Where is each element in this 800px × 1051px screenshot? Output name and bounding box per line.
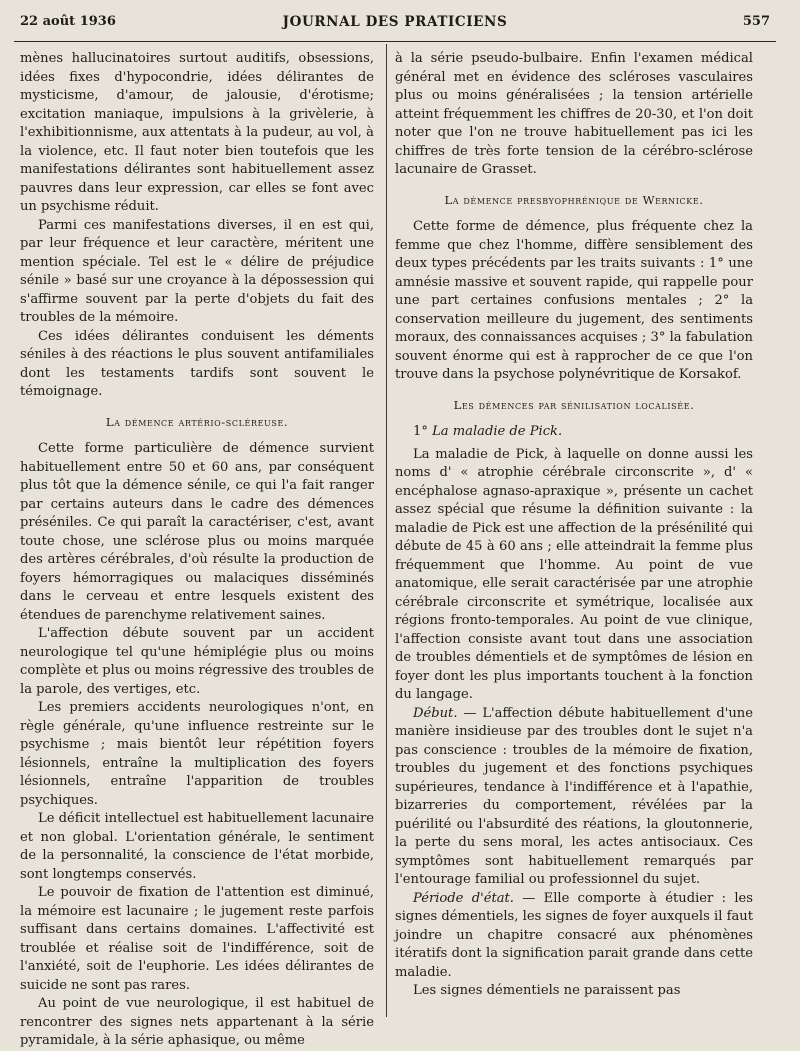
paragraph: Le pouvoir de fixation de l'attention est diminué, la mémoire est lacunaire ; le jugement reste parfois suffisant dans certains domaines. L'affectivité est troublée et réalise soit de l'indifférence, soit de l'anxiété, soit de l'euphorie. Les idées délirantes de suicide ne sont pas rares. [20,885,374,993]
paragraph-label-debut: Début. [413,705,458,721]
paragraph: L'affection débute souvent par un accident neurologique tel qu'une hémiplégie plus ou moins complète et plus ou moins régressive des troubles de la parole, des vertiges, etc. [20,626,374,697]
paragraph: Cette forme particulière de démence survient habituellement entre 50 et 60 ans, par conséquent plus tôt que la démence sénile, ce qui l'a fait ranger par certains auteurs dans le cadre des démences préséniles. Ce qui paraît la caractériser, c'est, avant toute chose, une sclérose plus ou moins marquée des artères cérébrales, d'où résulte la production de foyers hémorragiques ou malaciques disséminés dans le cerveau et entre lesquels existent des étendues de parenchyme relativement saines. [20,441,374,623]
journal-title: JOURNAL DES PRATICIENS [282,14,508,30]
page-number: 557 [742,14,770,29]
subsection-title: La maladie de Pick. [432,424,563,439]
paragraph: Parmi ces manifestations diverses, il en est qui, par leur fréquence et leur caractère, méritent une mention spéciale. Tel est le « délire de préjudice sénile » basé sur une croyance à la dépossession qui s'affirme souvent par la perte d'objets du fait des troubles de la mémoire. [20,217,374,325]
paragraph: Le déficit intellectuel est habituellement lacunaire et non global. L'orientation générale, le sentiment de la personnalité, la conscience de l'état morbide, sont longtemps conservés. [20,811,374,882]
paragraph [395,890,753,983]
paragraph: Ces idées délirantes conduisent les déments séniles à des réactions le plus souvent antifamiliales dont les testaments tardifs sont souvent le témoignage. [20,328,374,399]
section-heading-senilisation: Les démences par sénilisation localisée. [453,397,695,412]
paragraph-text: — L'affection débute habituellement d'une manière insidieuse par des troubles dont le sujet n'a pas conscience : troubles de la mémoire de fixation, troubles du jugement et des fonctions psychiques supérieures, tendance à l'indifférence et à l'apathie, bizarreries du comportement, révélées par la puérilité ou l'absurdité des réations, la gloutonnerie, la perte du sens moral, les actes antisociaux. Ces symptômes sont habituellement remarqués par l'entourage familial ou professionnel du sujet. [395,705,753,887]
subsection-heading [395,423,753,442]
page-header [20,14,770,36]
column-divider [386,44,387,1017]
paragraph: Au point de vue neurologique, il est habituel de rencontrer des signes nets appartenant à la série pyramidale, à la série aphasique, ou même [20,996,374,1048]
paragraph: Cette forme de démence, plus fréquente chez la femme que chez l'homme, diffère sensiblement des deux types précédents par les traits suivants : 1° une amnésie massive et souvent rapide, qui rappelle pour une part certaines confusions mentales ; 2° la conservation meilleure du jugement, des sentiments moraux, des connaissances acquises ; 3° la fabulation souvent énorme qui est à rapprocher de ce que l'on trouve dans la psychose polynévritique de Korsakof. [395,219,753,382]
paragraph: Les signes démentiels ne paraissent pas [413,983,681,998]
paragraph [395,705,753,890]
paragraph: mènes hallucinatoires surtout auditifs, obsessions, idées fixes d'hypocondrie, idées délirantes de mysticisme, d'amour, de jalousie, d'érotisme; excitation maniaque, impulsions à la grivèlerie, à l'exhibitionnisme, aux attentats à la pudeur, au vol, à la violence, etc. Il faut noter bien toutefois que les manifestations délirantes sont habituellement assez pauvres dans leur expression, car elles se font avec un psychisme réduit. [20,51,374,214]
paragraph: La maladie de Pick, à laquelle on donne aussi les noms d' « atrophie cérébrale circonscrite », d' « encéphalose agnaso-apraxique », présente un cachet assez spécial que résume la définition suivante : la maladie de Pick est une affection de la présénilité qui débute de 45 à 60 ans ; elle atteindrait la femme plus fréquemment que l'homme. Au point de vue anatomique, elle serait caractérisée par une atrophie cérébrale circonscrite et symétrique, localisée aux régions fronto-temporales. Au point de vue clinique, l'affection consiste avant tout dans une association de troubles démentiels et de symptômes de lésion en foyer dont les plus importants touchent à la fonction du langage. [395,446,753,702]
section-heading-arterio-sclereuse: La démence artério-scléreuse. [105,414,289,429]
paragraph-text: — Elle comporte à étudier : les signes démentiels, les signes de foyer auxquels il faut joindre un chapitre consacré aux phénomènes itératifs dont la signification parait grande dans cette maladie. [395,890,753,980]
header-rule [14,41,776,42]
paragraph: à la série pseudo-bulbaire. Enfin l'examen médical général met en évidence des scléroses vasculaires plus ou moins généralisées ; la tension artérielle atteint fréquemment les chiffres de 20-30, et l'on doit noter que l'on ne trouve habituellement pas ici les chiffres de très forte tension de la cérébro-sclérose lacunaire de Grasset. [395,51,753,177]
subsection-number: 1° [413,424,428,439]
paragraph: Les premiers accidents neurologiques n'ont, en règle générale, qu'une influence restreinte sur le psychisme ; mais bientôt leur répétition foyers lésionnels, entraîne la multiplication des foyers lésionnels, entraîne l'apparition de troubles psychiques. [20,700,374,808]
issue-date: 22 août 1936 [20,14,116,29]
right-column [395,50,753,1001]
section-heading-wernicke: La démence presbyophrénique de Wernicke. [444,192,704,207]
left-column [20,50,374,1051]
paragraph-label-periode: Période d'état. [413,890,514,906]
